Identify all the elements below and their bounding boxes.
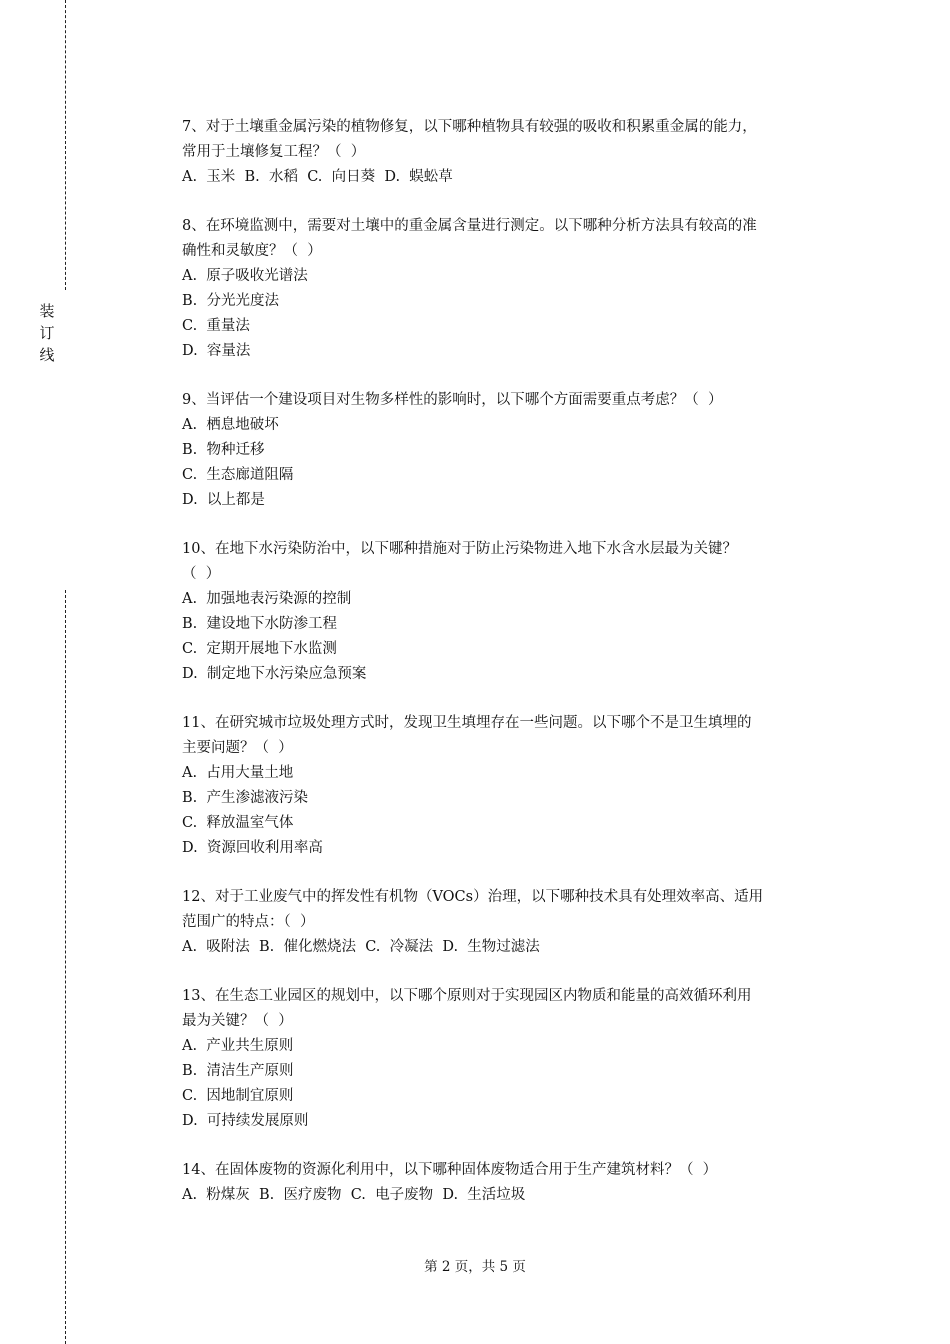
question-block [182,711,840,861]
question-text: 8、在环境监测中，需要对土壤中的重金属含量进行测定。以下哪种分析方法具有较高的准 [182,218,757,234]
question-line: A. 加强地表污染源的控制 [182,591,352,607]
question-line: D. 容量法 [182,343,251,359]
question-line: B. 产生渗滤液污染 [182,790,308,806]
question-line: A. 产业共生原则 [182,1038,294,1054]
question-text: 12、对于工业废气中的挥发性有机物（VOCs）治理，以下哪种技术具有处理效率高、适用 [182,889,764,905]
question-text: 7、对于土壤重金属污染的植物修复，以下哪种植物具有较强的吸收和积累重金属的能力， [182,119,757,135]
question-block [182,885,840,960]
question-text: 9、当评估一个建设项目对生物多样性的影响时，以下哪个方面需要重点考虑？（ ） [182,392,723,408]
question-line: D. 可持续发展原则 [182,1113,309,1129]
question-line: A. 栖息地破坏 [182,417,279,433]
question-line: C. 生态廊道阻隔 [182,467,294,483]
question-line: 确性和灵敏度？（ ） [182,243,322,259]
question-line: C. 定期开展地下水监测 [182,641,337,657]
question-list [182,115,840,1232]
question-line: 主要问题？（ ） [182,740,293,756]
question-block [182,214,840,364]
question-block [182,984,840,1134]
question-block [182,388,840,513]
question-line: 最为关键？（ ） [182,1013,293,1029]
question-text: 11、在研究城市垃圾处理方式时，发现卫生填埋存在一些问题。以下哪个不是卫生填埋的 [182,715,752,731]
question-line: C. 因地制宜原则 [182,1088,294,1104]
question-block [182,115,840,190]
question-line: B. 物种迁移 [182,442,265,458]
question-line: A. 玉米 B. 水稻 C. 向日葵 D. 蜈蚣草 [182,169,453,185]
question-line: A. 占用大量土地 [182,765,294,781]
question-line: 常用于土壤修复工程？（ ） [182,144,366,160]
binding-label-text: 装 订 线 [39,302,55,364]
page-footer [0,1257,950,1277]
question-line: D. 资源回收利用率高 [182,840,323,856]
question-line: A. 吸附法 B. 催化燃烧法 C. 冷凝法 D. 生物过滤法 [182,939,540,955]
question-line: A. 粉煤灰 B. 医疗废物 C. 电子废物 D. 生活垃圾 [182,1187,526,1203]
page-number: 第 2 页，共 5 页 [424,1259,526,1275]
question-line: D. 制定地下水污染应急预案 [182,666,367,682]
question-text: 10、在地下水污染防治中，以下哪种措施对于防止污染物进入地下水含水层最为关键？ [182,541,737,557]
question-line: A. 原子吸收光谱法 [182,268,308,284]
question-text: 14、在固体废物的资源化利用中，以下哪种固体废物适合用于生产建筑材料？（ ） [182,1162,718,1178]
question-block [182,1158,840,1208]
question-line: B. 分光光度法 [182,293,279,309]
question-line: C. 重量法 [182,318,250,334]
question-line: C. 释放温室气体 [182,815,294,831]
question-line: D. 以上都是 [182,492,265,508]
binding-dashed-line-bottom [65,590,66,1344]
question-line: B. 建设地下水防渗工程 [182,616,337,632]
binding-dashed-line-top [65,0,66,290]
question-line: 范围广的特点：（ ） [182,914,315,930]
question-block [182,537,840,687]
question-text: 13、在生态工业园区的规划中，以下哪个原则对于实现园区内物质和能量的高效循环利用 [182,988,752,1004]
question-line: （ ） [182,566,221,582]
binding-label [37,300,57,366]
question-line: B. 清洁生产原则 [182,1063,294,1079]
